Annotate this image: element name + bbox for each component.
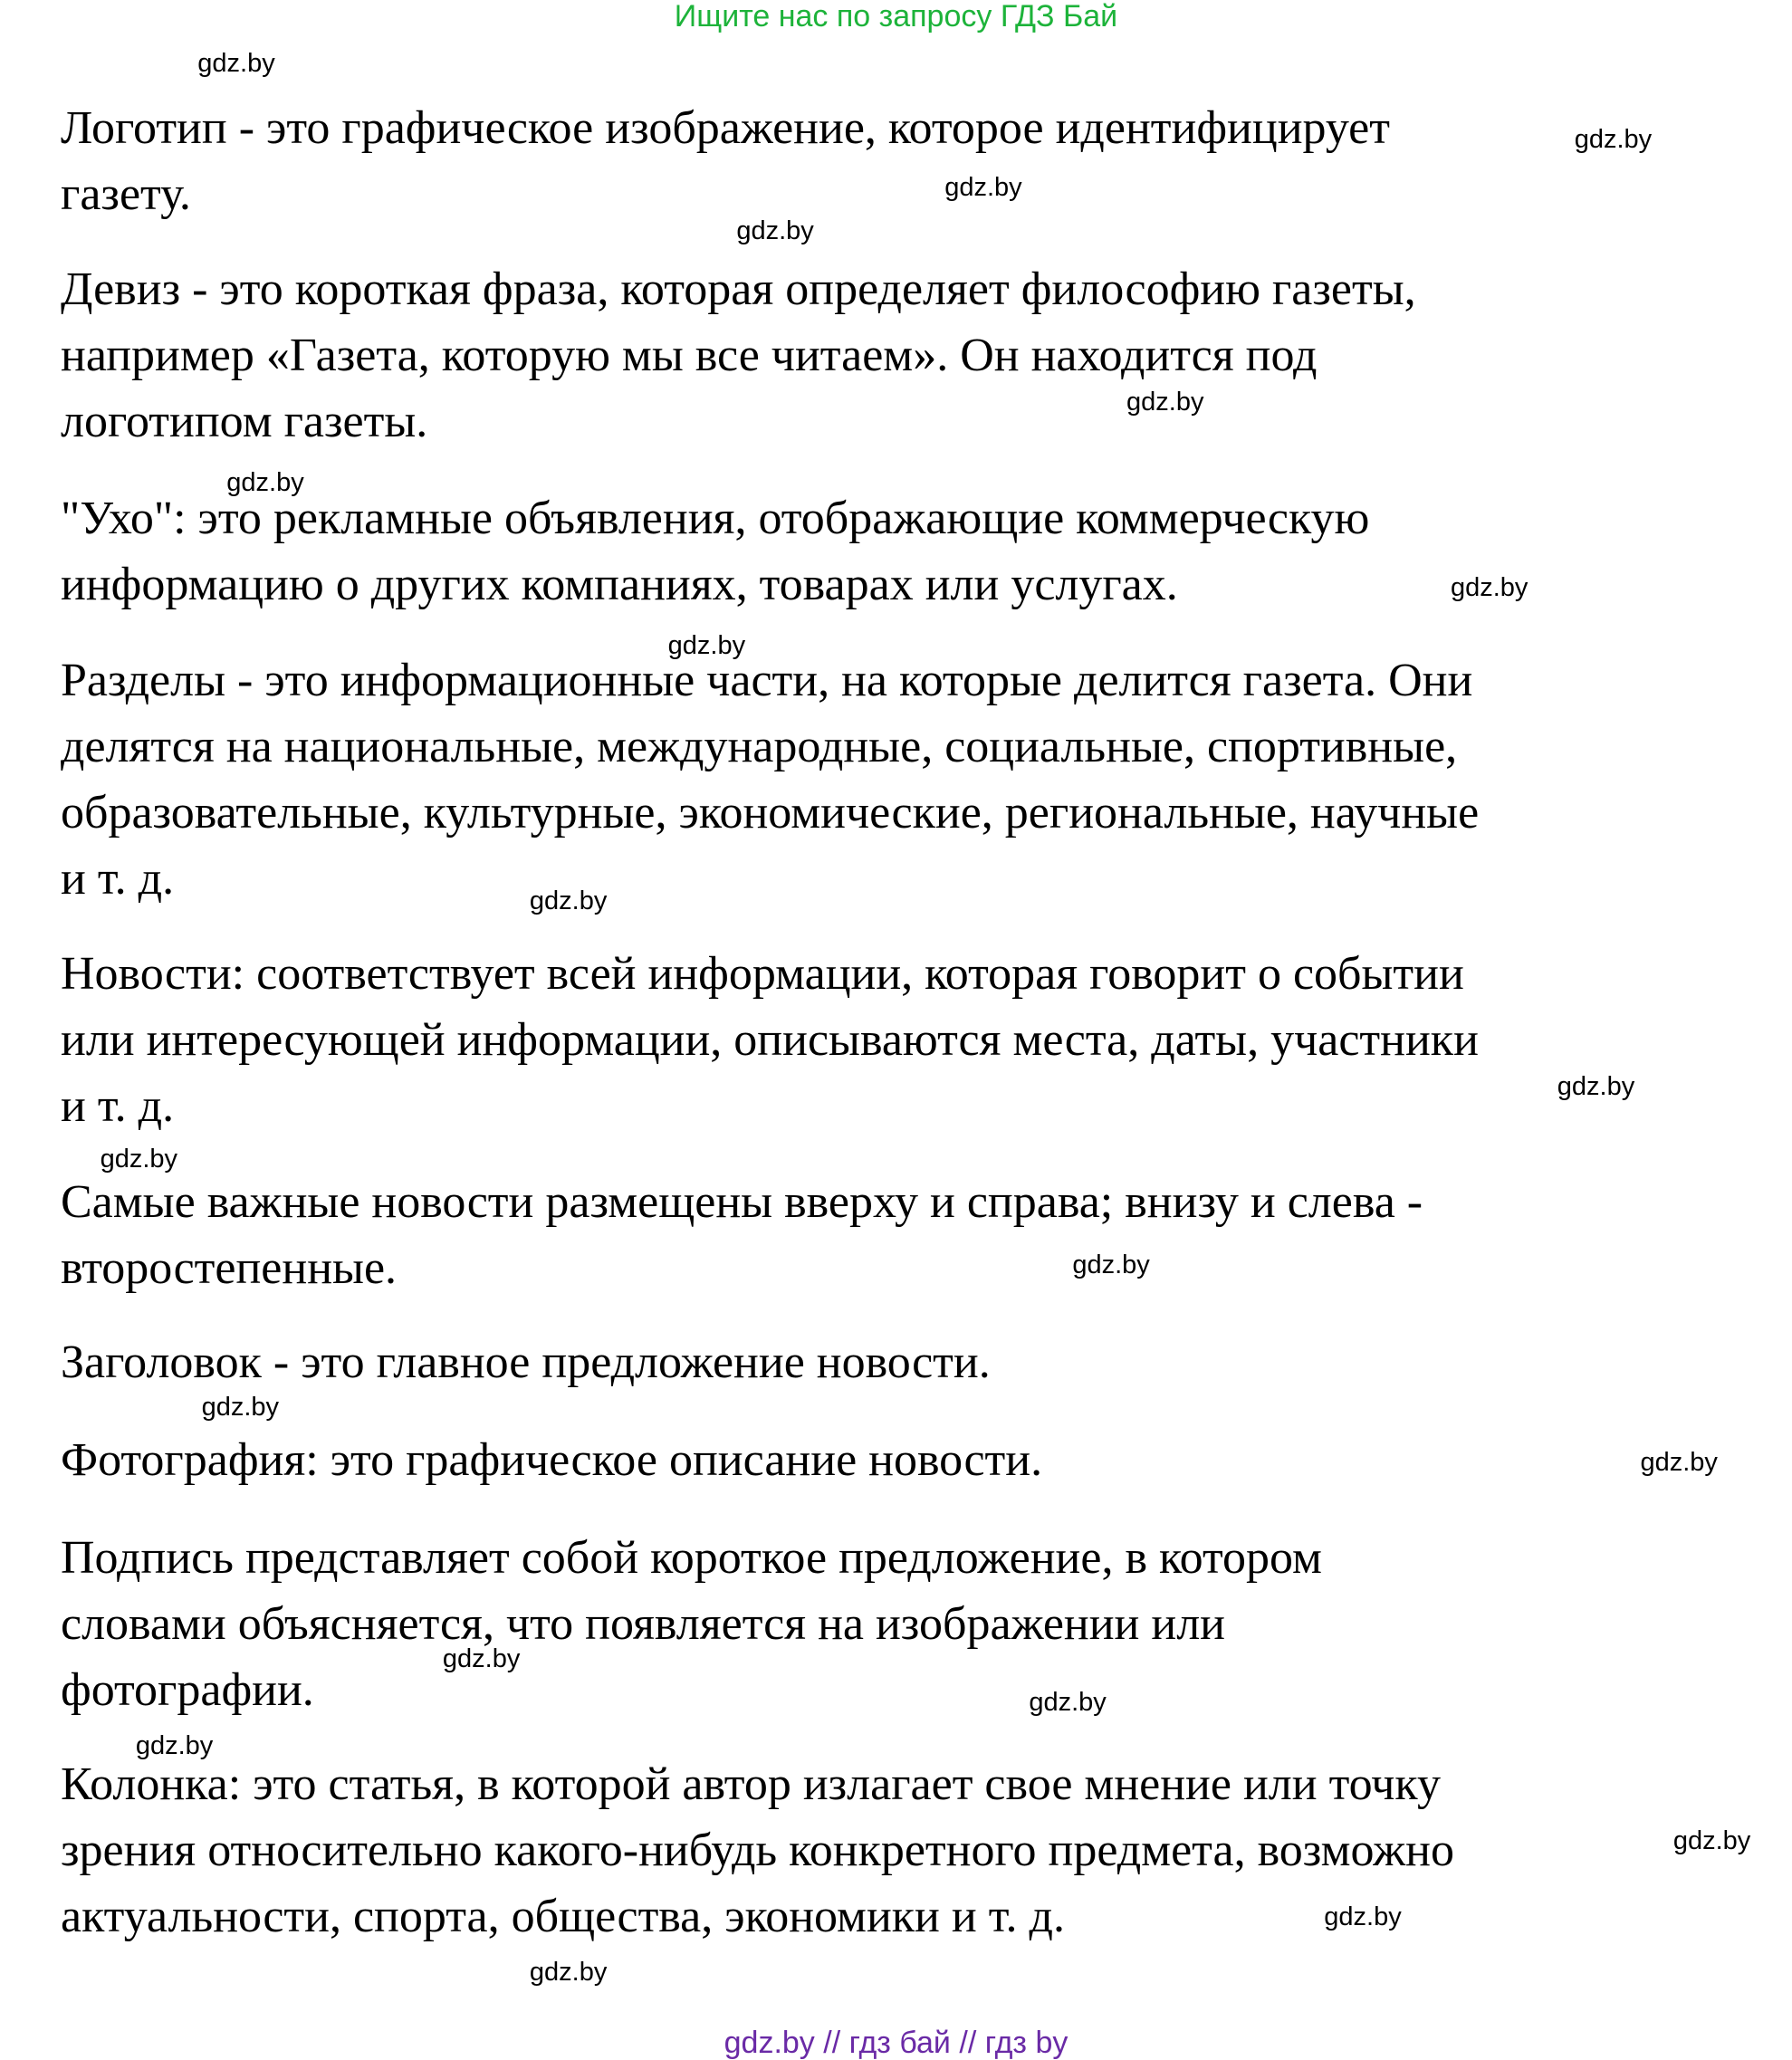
paragraph-line: или интересующей информации, описываются места, даты, участники [61,1014,1479,1067]
paragraph-line: Подпись представляет собой короткое предложение, в котором [61,1531,1322,1584]
paragraph [61,1751,1454,1950]
paragraph-line: словами объясняется, что появляется на изображении или [61,1597,1225,1650]
paragraph [61,95,1390,227]
watermark: gdz.by [135,1730,214,1760]
watermark: gdz.by [442,1643,521,1673]
paragraph-line: второстепенные. [61,1241,398,1294]
watermark: gdz.by [1450,572,1528,602]
paragraph-line: Самые важные новости размещены вверху и справа; внизу и слева - [61,1175,1423,1228]
watermark: gdz.by [1557,1072,1635,1102]
paragraph [61,485,1369,618]
paragraph-line: информацию о других компаниях, товарах или услугах. [61,558,1178,610]
paragraph-line: делятся на национальные, международные, социальные, спортивные, [61,720,1458,772]
watermark: gdz.by [529,886,608,916]
paragraph [61,941,1479,1139]
watermark: gdz.by [100,1145,178,1174]
watermark: gdz.by [1640,1448,1718,1478]
watermark: gdz.by [944,172,1022,202]
paragraph-line: например «Газета, которую мы все читаем». Он находится под [61,329,1318,381]
paragraph-line: зрения относительно какого-нибудь конкретного предмета, возможно [61,1825,1454,1877]
watermark: gdz.by [1324,1902,1402,1932]
paragraph-line: "Ухо": это рекламные объявления, отображающие коммерческую [61,492,1370,544]
watermark: gdz.by [201,1392,280,1422]
paragraph-line: и т. д. [61,852,175,905]
paragraph-line: Фотография: это графическое описание новости. [61,1434,1043,1487]
paragraph-line: логотипом газеты. [61,395,428,447]
paragraph [61,1169,1423,1301]
paragraph [61,1427,1042,1493]
paragraph [61,647,1479,912]
paragraph-line: Логотип - это графическое изображение, которое идентифицирует [61,102,1390,155]
paragraph [61,1329,991,1395]
paragraph-line: газету. [61,168,191,221]
watermark: gdz.by [226,467,304,497]
paragraph-line: Колонка: это статья, в которой автор излагает свое мнение или точку [61,1758,1441,1811]
paragraph-line: актуальности, спорта, общества, экономики и т. д. [61,1891,1065,1943]
watermark: gdz.by [1072,1250,1150,1279]
paragraph-line: Заголовок - это главное предложение новости. [61,1337,991,1389]
watermark: gdz.by [1029,1687,1107,1717]
footer-links[interactable]: gdz.by // гдз бай // гдз by [724,2026,1068,2060]
paragraph-line: и т. д. [61,1080,175,1133]
paragraph-line: Новости: соответствует всей информации, которая говорит о событии [61,948,1464,1001]
paragraph-line: фотографии. [61,1663,314,1716]
paragraph-line: Девиз - это короткая фраза, которая определяет философию газеты, [61,263,1416,315]
watermark: gdz.by [736,216,814,245]
header-banner: Ищите нас по запросу ГДЗ Бай [674,0,1118,34]
paragraph [61,1525,1322,1723]
watermark: gdz.by [1126,387,1204,417]
watermark: gdz.by [197,48,275,78]
watermark: gdz.by [1672,1825,1751,1855]
watermark: gdz.by [529,1958,608,1988]
paragraph-line: Разделы - это информационные части, на которые делится газета. Они [61,654,1473,706]
watermark: gdz.by [667,630,746,660]
paragraph-line: образовательные, культурные, экономические, региональные, научные [61,786,1480,838]
watermark: gdz.by [1574,125,1653,155]
paragraph [61,256,1416,455]
